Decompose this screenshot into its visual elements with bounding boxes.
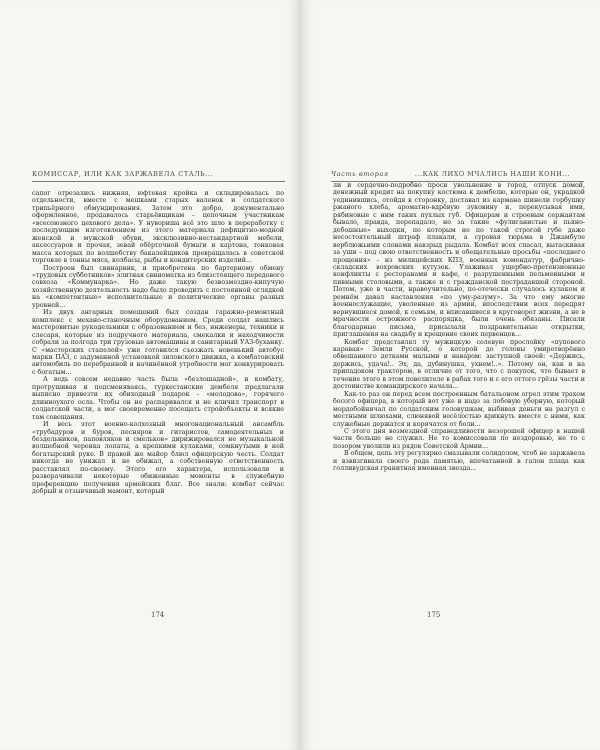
paragraph: А ведь совсем недавно часть была «безлошадной», и комбату, протрушивая и подсменяваясь, туркестанские дембеля предлагали выписно привезти их обиходный подарок – «молодова», горячего длинноухого осла. Чтобы он не распаривался и не кличил транспорт в солдатской части, а мог своевременно посещать стройобъекты и всякие там совещания.: [32, 376, 284, 421]
paragraph: И весь этот военно-колхозный многонациональный ансамбль «трубадуров и буров, песняров и гитаристов, самодеятельных и бездельников, паповляков и смельков» дирижировался не музыкальной волшебной черенка лопаты, а крепкими кулаками, сомкнутыми в ней богатырский руке. В правой же майор блюл офицерскую честь. Солдат никогда не унижал и не обижал, а собственную ответственность расставлял по-своему. Этого его характера, использовали и разворачивали некоторые обиженные моменты в служебную преференцию получения армейских благ. Все знали: комбат сейчас добрый и отзывчивый мамонт, который: [32, 421, 284, 496]
paragraph: сапог отрезались нижняя, юфтевая кройка и складировалась по отдельности, вместе с мешками старых валенок и солдатского трипьёрного обмундирования. Затем это добро, документально оформленное, продавалось старьёвщикам – цепочным участникам «всесоюзного цехового дела». У нувориша всё это шло в переработку с последующим изготовлением из этого материала дефицитно-модной женской и мужской обуви, эксклюзивно-нестандартной мебели, аксессуаров и прочая, зевай обёрточной бумаги и картона, тонковая масса которых по волшебству бакалейщиков превращалась в советской торговле в тонны мяса, колбасы, рыбы и кондитерских изделий...: [32, 190, 284, 265]
paragraph: Из двух ангарных помещений был создан гаражно-ремонтный комплекс с механо-станочным оборудованием. Среди солдат нашлись мастеровитые рукодельники с образованием и без, инженеры, техники и слесаря, которые из подручного материала, смекалки и находчивости собрали за полгода три грузовые автомашины и санитарный УАЗ-буханку. С «мастерских стапелей» уже готовился съезжать новенький автобус марки ПАЗ, с задуманной установкой зиловского движка, а комбатовский автомобиль по перебранной и начинённой утробности мог конкурировать с богатым...: [32, 309, 284, 376]
paragraph: Комбат представлял ту мужицкую солевую прослойку «пупового каравая» Земли Русской, о которой до головы умиротворённо обвешанного детками малыми и наваром: заступной своей: «Держись, держись, удача!.. Эх, да, дубинушка, ухнем!..». Потому он, как и на припадоком трактором, в отличие от того, что с покупок, что бывает в течение этого в этом повелителе в рабах того и с его оттого грёзы части и достоинстве командирского начала...: [333, 338, 585, 391]
running-head-right: ...КАК ЛИХО МЧАЛИСЬ НАШИ КОНИ...: [414, 170, 570, 178]
paragraph: Построен был свинарник, и приобретена по бартерному обмену «трудовых субботников» элитная свиноматка из близстоящего передового совхоза «Коммунарка». Но даже такую безвозмездно-кипучую хозяйственную деятельность надо было проводить с постоянной оглядкой на «компетентные» исполнительные и политические органы разных уровней...: [32, 264, 284, 309]
paragraph: Как-то раз он перед всем построенным батальоном огрел этим трахом босого офицера, в который вот уже и надо за лобовую уборную, который мордобойничал по солдатским головушкам, выбивая деньги на разгул с местными шлюхами, слюнявой весёлостью крикнуть вместе с ними, как служебные держатся и корячатся от боли...: [333, 390, 585, 428]
running-head-part: Часть вторая: [331, 170, 389, 178]
page-number-right: 175: [427, 611, 441, 619]
running-head-left: КОМИССАР, ИЛИ КАК ЗАРЖАВЕЛА СТАЛЬ...: [32, 170, 214, 178]
paragraph: ли и сердечно-подробно проси увольнение в город, отпуск домой, денежный кредит на покупку костюма к дембелю, которые он, украдкой уединившись, отойдя в сторонку, доставал из кармана шинели горбушку ржаного хлеба, ароматно-вдрёвую зуковину и, перекусывая ими, рябиновые с ним таких пухлых губ. Офицерам и строевым сержантам бывало, правда, перепадало, но за такие «фулиганистые и пьяно-дебошные» выходки, по которым не по такой строгой губе даже несостоятельный штраф плакали, а суровая тюрьма в Джамбуле верблюжьими слонами навзрыд рыдала. Комбат всех спасал, вытаскивая за уши – под свою ответственность и обещательные просьбы «последнего прощения» – из милицейских КПЗ, военных комендатур, фабрично-складских вохровских кутузок. Улаживал ущербно-претензионные конфликты с ресторанами и кафе, с разрушенными пельменными и пивными столовыми, а также и с гражданской пострадавшей стороной. Потом, уже в части, нравоучительно, по-отечески случалось кулаком и ремнём давал наставления «по уму-разуму». За что ему многие военнослужащие, уволенные из армии, впоследствии всех передрят вернувшиеся домой, к семьям, и вписавшиеся в круговорот жизни, а не в мрачности острожного распорядка, были очень обязаны. Писали благодарные письма, присылали поздравительные открытки, приглашения на свадьбу и крещение своих первенцев...: [333, 182, 585, 339]
page-number-left: 174: [151, 611, 165, 619]
paragraph: В общем, цепь эту регулярно смазывали солидолом, чтоб не заржавела и взвизгивала своего рода памятью, впечатанной в галон плаца как голливудская гранитная именная звезда...: [333, 450, 585, 473]
header-rule-left: [32, 181, 285, 182]
left-page: [0, 0, 299, 750]
paragraph: С этого дня возмездной справедливости незорошей офицер в нашей части больше не служил. Не то комиссовали по нездоровью, не то с позором уволили из рядов Советской Армии...: [333, 427, 585, 450]
right-page-text: [333, 182, 585, 473]
right-page: [301, 0, 600, 750]
left-page-text: [32, 190, 284, 496]
